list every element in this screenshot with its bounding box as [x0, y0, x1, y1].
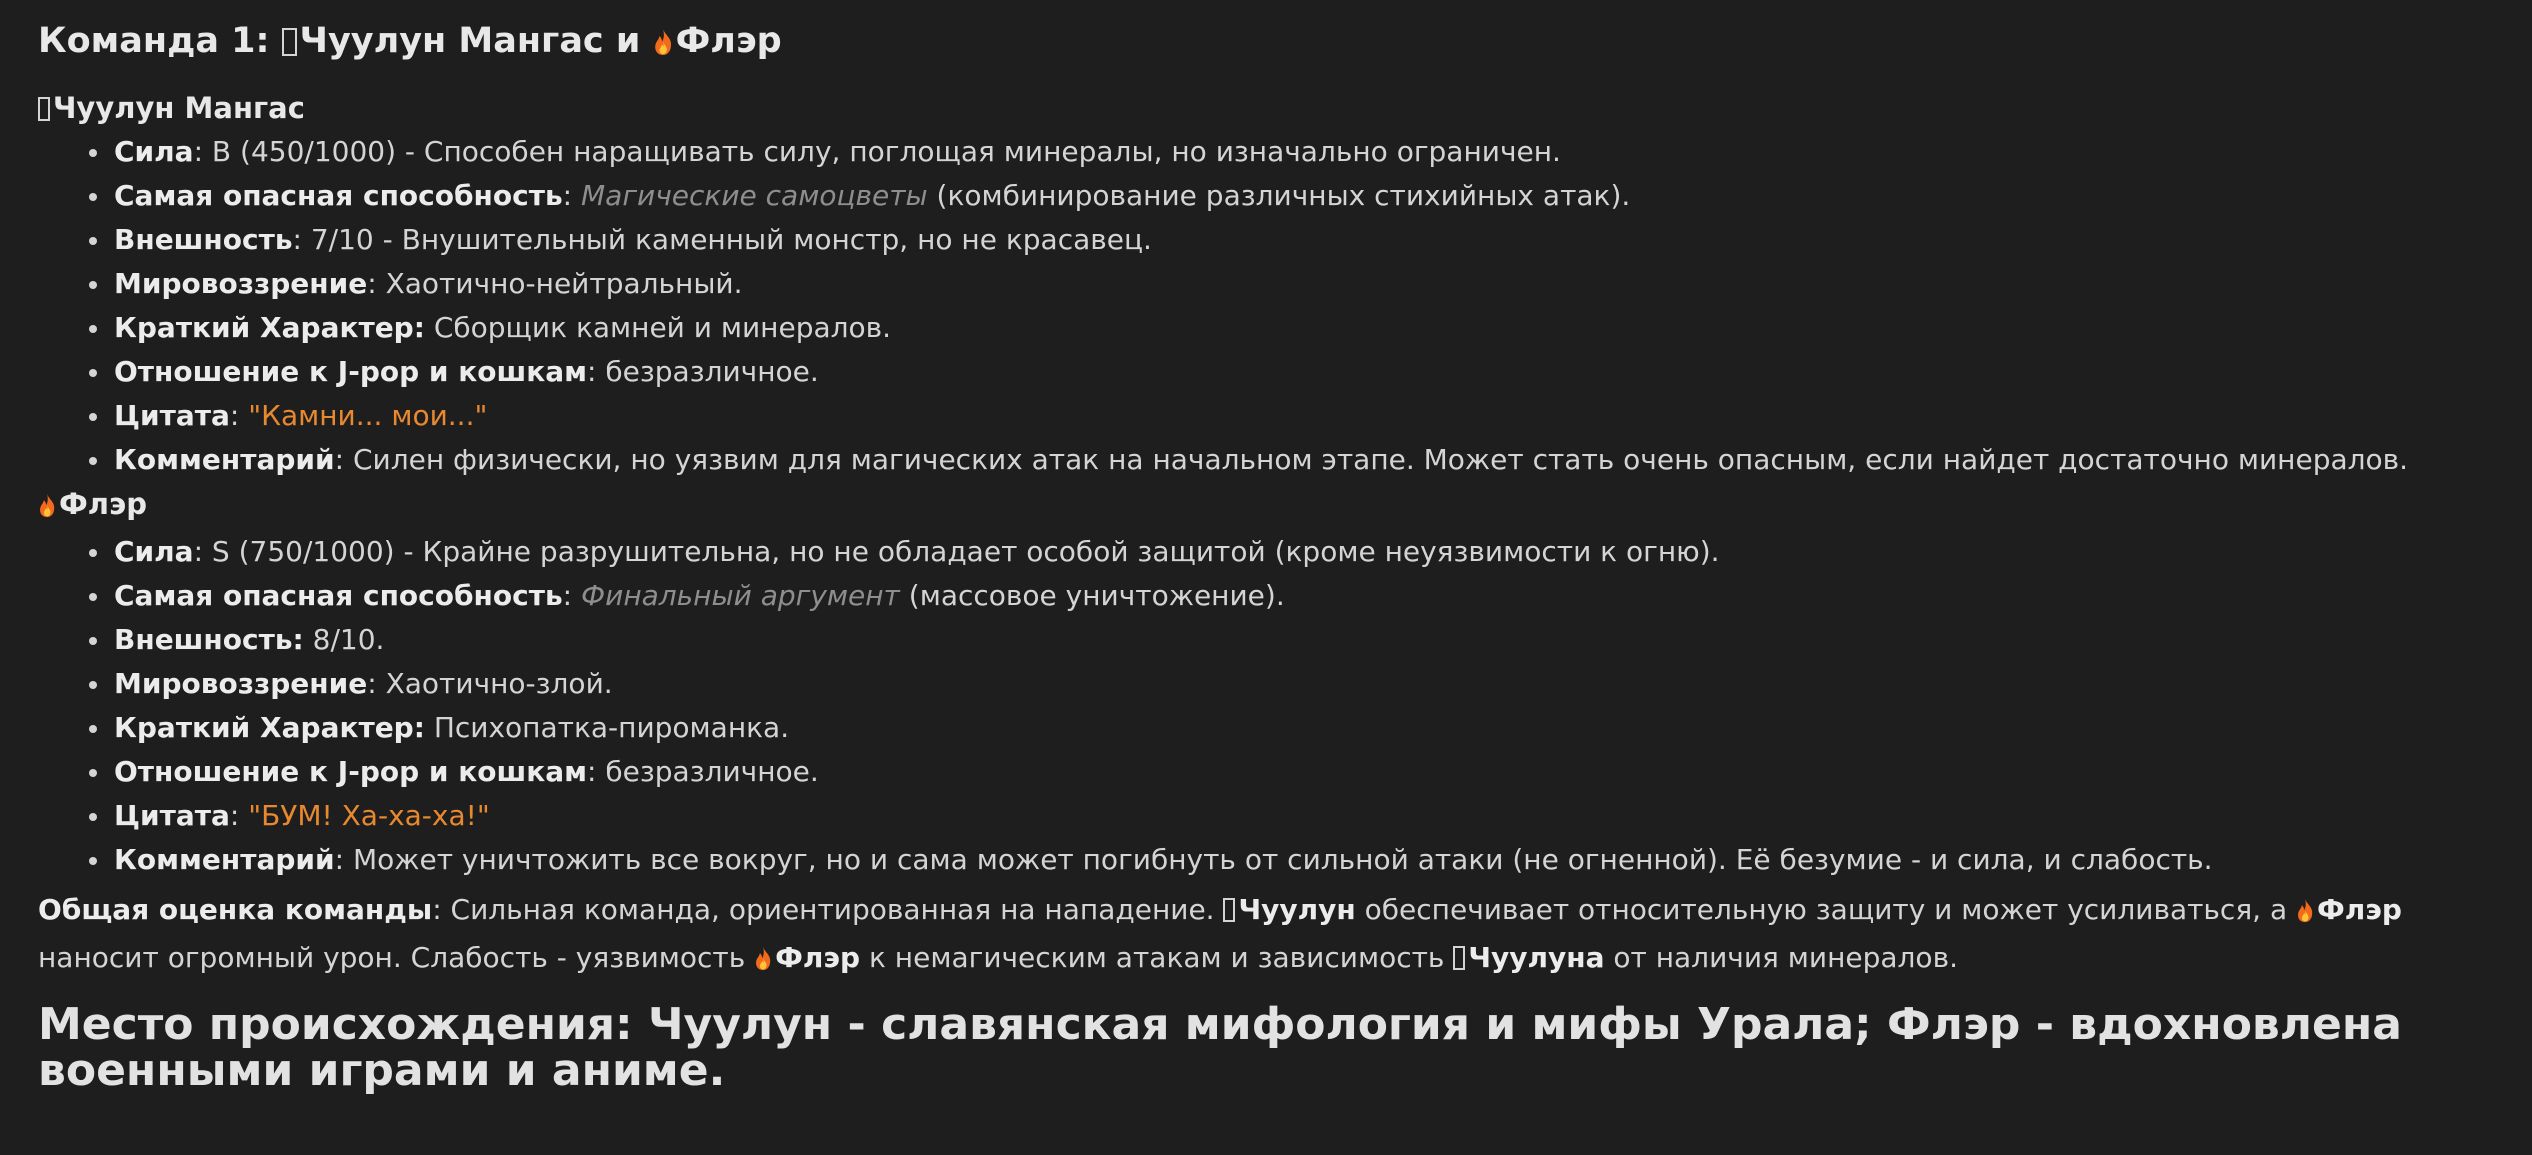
stat-value: : безразличное.	[587, 755, 819, 788]
summary-text: обеспечивает относительную защиту и может усиливаться, а	[1355, 893, 2297, 926]
character-name: Чуулун Мангас	[53, 91, 305, 125]
stat-separator: :	[562, 179, 582, 212]
stat-quote	[114, 794, 2500, 838]
stat-separator: :	[229, 399, 249, 432]
team-summary	[38, 888, 2500, 984]
stat-value: : Может уничтожить все вокруг, но и сама может погибнуть от сильной атаки (не огненной). Её безумие - и сила, и слабость.	[334, 843, 2213, 876]
character-heading-flare	[38, 482, 2500, 530]
summary-text: к немагическим атакам и зависимость	[860, 941, 1454, 974]
origin-heading: Место происхождения: Чуулун - славянская мифология и мифы Урала; Флэр - вдохновлена военными играми и аниме.	[38, 999, 2402, 1096]
box-icon	[38, 97, 50, 121]
stat-value: : Хаотично-нейтральный.	[367, 267, 743, 300]
box-icon	[1453, 946, 1465, 970]
stat-appearance	[114, 618, 2500, 662]
stat-appearance	[114, 218, 2500, 262]
ability-name: Финальный аргумент	[581, 579, 900, 612]
stat-value: : 7/10 - Внушительный каменный монстр, но не красавец.	[292, 223, 1152, 256]
stat-value: Сборщик камней и минералов.	[424, 311, 892, 344]
stat-label: Мировоззрение	[114, 667, 368, 700]
stat-value: : Хаотично-злой.	[367, 667, 613, 700]
stat-label: Цитата	[114, 799, 230, 832]
stat-value: Психопатка-пироманка.	[424, 711, 790, 744]
stat-label: Отношение к J-pop и кошкам	[114, 355, 588, 388]
stat-jpop-cats	[114, 350, 2500, 394]
stat-value: (комбинирование различных стихийных атак).	[927, 179, 1631, 212]
stat-power	[114, 530, 2500, 574]
summary-label: Общая оценка команды	[38, 893, 433, 926]
stat-label: Краткий Характер:	[114, 311, 425, 344]
character-stats-list	[38, 130, 2500, 482]
character-stats-list	[38, 530, 2500, 882]
box-icon	[1223, 898, 1235, 922]
stat-character	[114, 306, 2500, 350]
character-heading-chuulun	[38, 86, 2500, 130]
summary-name: Чуулуна	[1468, 941, 1605, 974]
fire-icon	[2296, 892, 2314, 936]
stat-label: Мировоззрение	[114, 267, 368, 300]
summary-name: Флэр	[775, 941, 861, 974]
summary-text: : Сильная команда, ориентированная на нападение.	[432, 893, 1224, 926]
stat-alignment	[114, 662, 2500, 706]
team-title-prefix: Команда 1:	[38, 21, 270, 61]
stat-character	[114, 706, 2500, 750]
ability-name: Магические самоцветы	[581, 179, 928, 212]
stat-comment	[114, 438, 2500, 482]
stat-alignment	[114, 262, 2500, 306]
quote-text: "Камни... мои..."	[248, 399, 488, 432]
stat-comment	[114, 838, 2500, 882]
team-name-2: Флэр	[675, 21, 782, 61]
stat-power	[114, 130, 2500, 174]
stat-separator: :	[562, 579, 582, 612]
stat-value: 8/10.	[303, 623, 385, 656]
fire-icon	[653, 18, 673, 72]
stat-jpop-cats	[114, 750, 2500, 794]
stat-label: Цитата	[114, 399, 230, 432]
fire-icon	[754, 940, 772, 984]
stat-label: Самая опасная способность	[114, 179, 563, 212]
team-title	[38, 14, 2500, 72]
team-name-1: Чуулун Мангас	[299, 21, 604, 61]
stat-value: : S (750/1000) - Крайне разрушительна, но не обладает особой защитой (кроме неуязвимости к огню).	[193, 535, 1720, 568]
stat-ability	[114, 574, 2500, 618]
summary-name: Чуулун	[1238, 893, 1356, 926]
stat-label: Внешность	[114, 223, 293, 256]
stat-value: : Силен физически, но уязвим для магических атак на начальном этапе. Может стать очень опасным, если найдет достаточно минералов.	[334, 443, 2409, 476]
team-conj: и	[615, 21, 641, 61]
stat-quote	[114, 394, 2500, 438]
stat-label: Краткий Характер:	[114, 711, 425, 744]
summary-text: от наличия минералов.	[1604, 941, 1958, 974]
summary-name: Флэр	[2317, 893, 2402, 926]
fire-icon	[38, 486, 56, 530]
stat-value: : безразличное.	[587, 355, 819, 388]
character-name: Флэр	[59, 487, 147, 521]
stat-label: Внешность:	[114, 623, 304, 656]
stat-label: Комментарий	[114, 843, 335, 876]
box-icon	[282, 28, 297, 56]
stat-ability	[114, 174, 2500, 218]
stat-label: Сила	[114, 535, 194, 568]
stat-value: (массовое уничтожение).	[899, 579, 1285, 612]
summary-text: наносит огромный урон. Слабость - уязвимость	[38, 941, 755, 974]
stat-label: Отношение к J-pop и кошкам	[114, 755, 588, 788]
quote-text: "БУМ! Ха-ха-ха!"	[248, 799, 490, 832]
stat-label: Комментарий	[114, 443, 335, 476]
stat-label: Самая опасная способность	[114, 579, 563, 612]
stat-value: : B (450/1000) - Способен наращивать силу, поглощая минералы, но изначально ограничен.	[193, 135, 1561, 168]
stat-separator: :	[229, 799, 249, 832]
stat-label: Сила	[114, 135, 194, 168]
